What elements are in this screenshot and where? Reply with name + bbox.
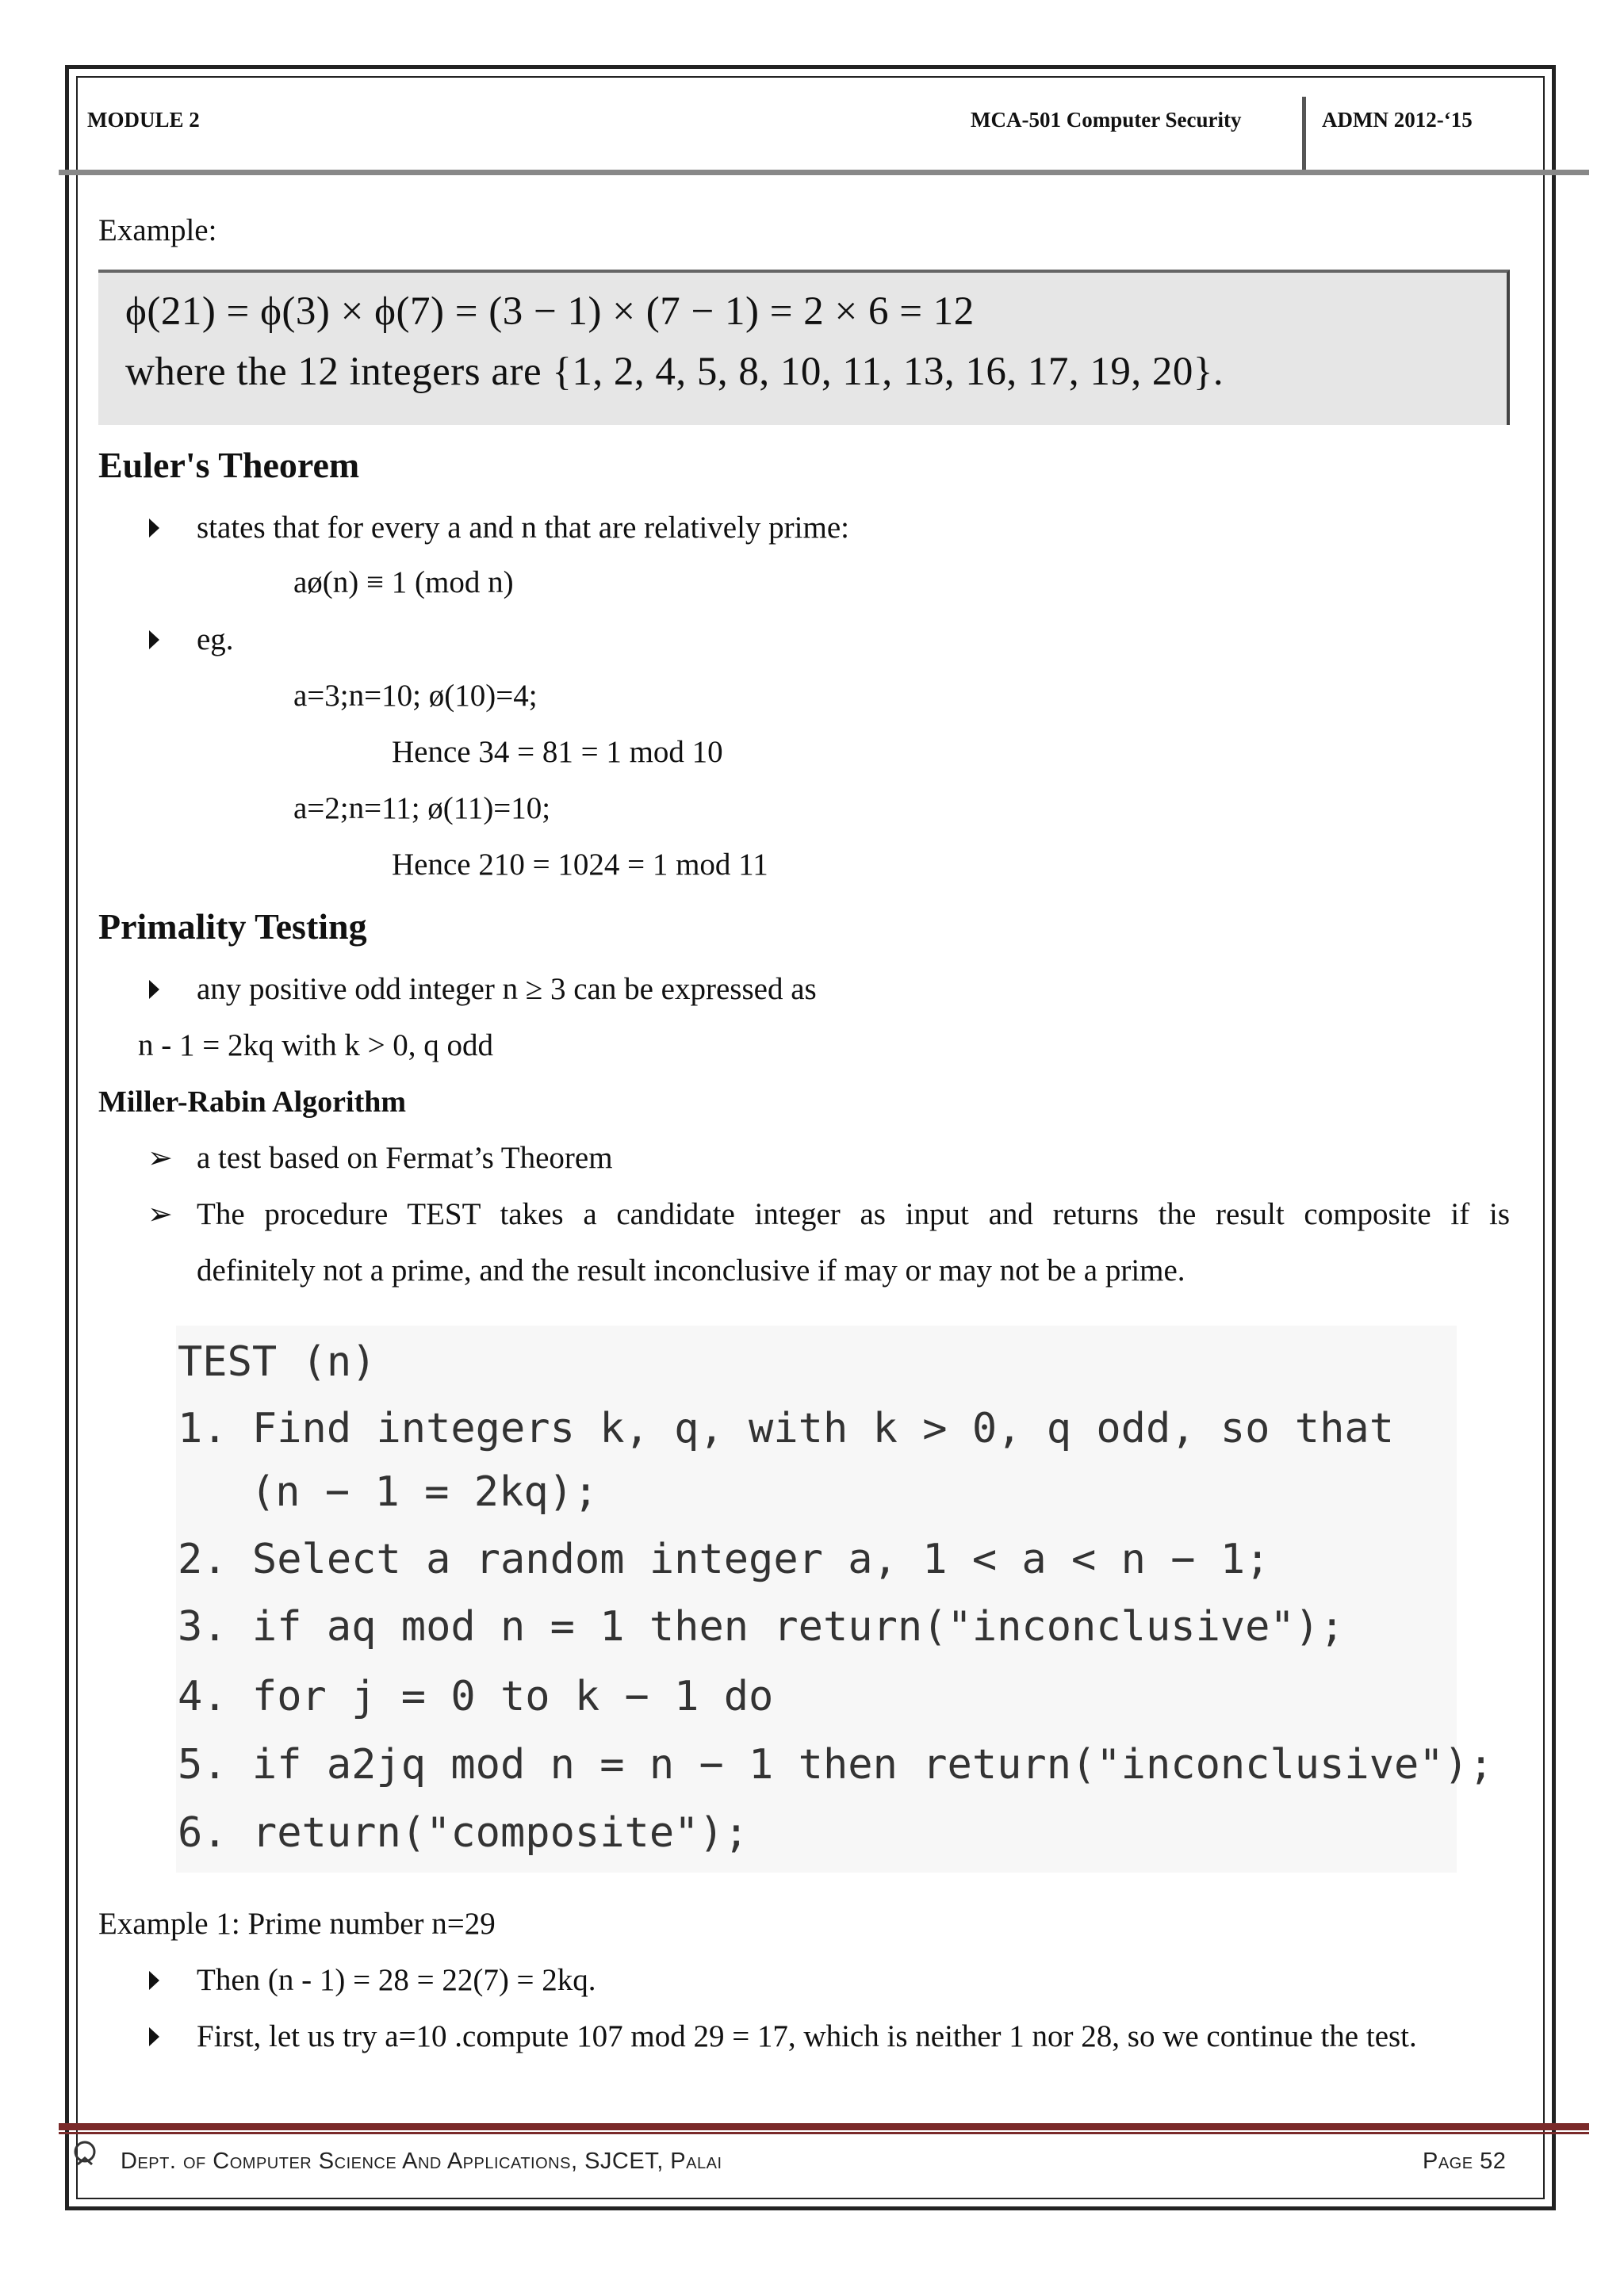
bullet-arrow-icon: ➢ — [147, 1196, 173, 1231]
phi-example-box — [98, 270, 1510, 425]
footer-department: Dept. of Computer Science And Applications, SJCET, Palai — [121, 2149, 722, 2174]
euler-ex1-result: Hence 34 = 81 = 1 mod 10 — [392, 735, 723, 769]
euler-heading: Euler's Theorem — [98, 445, 360, 485]
header-rule — [59, 170, 1589, 175]
college-logo-icon — [71, 2139, 98, 2171]
euler-ex2-result: Hence 210 = 1024 = 1 mod 11 — [392, 848, 768, 882]
footer-rule — [59, 2123, 1589, 2130]
code-line-1b: (n − 1 = 2kq); — [251, 1468, 599, 1516]
euler-eg: eg. — [197, 622, 234, 656]
example1-label: Example 1: Prime number n=29 — [98, 1907, 496, 1941]
miller-rabin-heading: Miller-Rabin Algorithm — [98, 1085, 407, 1119]
bullet-triangle-icon — [149, 1971, 159, 1990]
code-line-1: 1. Find integers k, q, with k > 0, q odd, so that — [178, 1405, 1395, 1452]
euler-formula: aø(n) ≡ 1 (mod n) — [293, 565, 514, 599]
header-course: MCA-501 Computer Security — [971, 108, 1242, 132]
header-divider — [1302, 97, 1306, 170]
euler-statement-text: states that for every a and n that are relatively prime: — [197, 511, 849, 545]
code-line-5: 5. if a2jq mod n = n − 1 then return("inconclusive"); — [178, 1741, 1494, 1789]
code-line-3: 3. if aq mod n = 1 then return("inconclusive"); — [178, 1603, 1345, 1651]
phi-line-1: ϕ(21) = ϕ(3) × ϕ(7) = (3 − 1) × (7 − 1) = 2 × 6 = 12 — [125, 289, 975, 334]
miller-rabin-fermat: a test based on Fermat’s Theorem — [197, 1141, 613, 1175]
bullet-triangle-icon — [149, 980, 159, 999]
bullet-triangle-icon — [149, 519, 159, 538]
footer-rule-thin — [59, 2132, 1589, 2134]
euler-statement — [197, 510, 849, 547]
header-module: MODULE 2 — [87, 108, 200, 132]
primality-statement: any positive odd integer n ≥ 3 can be expressed as — [197, 972, 817, 1006]
code-line-4: 4. for j = 0 to k − 1 do — [178, 1673, 774, 1720]
code-line-6: 6. return("composite"); — [178, 1809, 749, 1857]
code-line-0: TEST (n) — [178, 1338, 377, 1386]
code-line-2: 2. Select a random integer a, 1 < a < n − 1; — [178, 1536, 1270, 1583]
example1-step1: Then (n - 1) = 28 = 22(7) = 2kq. — [197, 1963, 596, 1997]
footer-page-number: Page 52 — [1423, 2149, 1507, 2174]
example-label: Example: — [98, 213, 217, 247]
miller-rabin-procedure-line1: The procedure TEST takes a candidate integer as input and returns the result composite if is — [197, 1197, 1510, 1231]
miller-rabin-procedure-line2: definitely not a prime, and the result inconclusive if may or may not be a prime. — [197, 1253, 1185, 1288]
header-batch: ADMN 2012-‘15 — [1322, 108, 1473, 132]
primality-heading: Primality Testing — [98, 906, 367, 947]
bullet-triangle-icon — [149, 630, 159, 649]
euler-ex1-params: a=3;n=10; ø(10)=4; — [293, 679, 538, 713]
euler-ex2-params: a=2;n=11; ø(11)=10; — [293, 791, 551, 825]
example1-step2: First, let us try a=10 .compute 107 mod 29 = 17, which is neither 1 nor 28, so we continue the test. — [197, 2019, 1417, 2053]
bullet-triangle-icon — [149, 2027, 159, 2046]
bullet-arrow-icon: ➢ — [147, 1140, 173, 1175]
primality-expression: n - 1 = 2kq with k > 0, q odd — [138, 1028, 494, 1062]
phi-line-2: where the 12 integers are {1, 2, 4, 5, 8, 10, 11, 13, 16, 17, 19, 20}. — [125, 350, 1224, 394]
